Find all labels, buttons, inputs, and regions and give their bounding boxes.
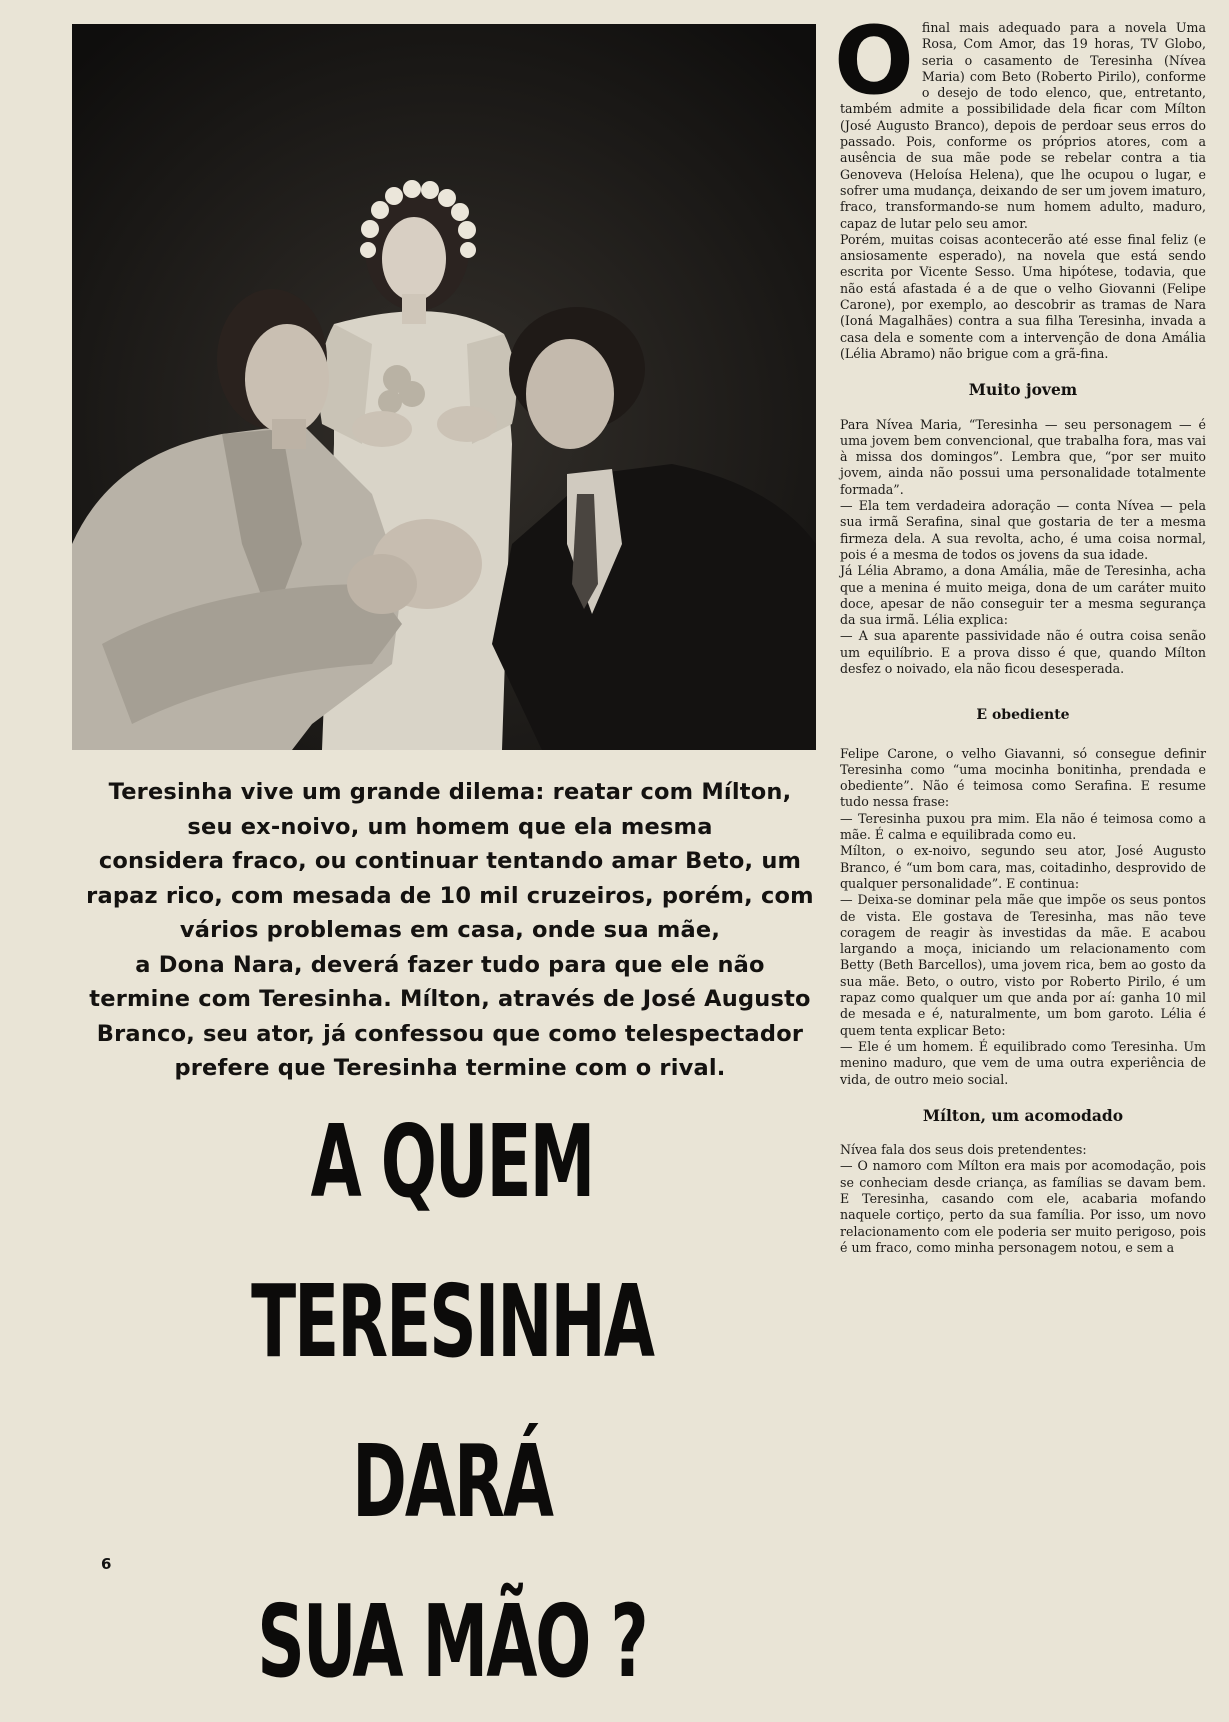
subhead-milton-acomodado: Mílton, um acomodado bbox=[922, 1105, 1124, 1125]
article-paragraph: — O namoro com Mílton era mais por acomodação, pois se conheciam desde criança, as famílias se davam bem. E Teresinha, casando com ele, acabaria mofando naquele cortiço, perto da sua família. Por isso, um novo relacionamento com ele poderia ser muito perigoso, pois é um fraco, como minha personagem notou, e sem a bbox=[840, 1158, 1206, 1255]
page-number: 6 bbox=[101, 1555, 112, 1573]
wedding-photo bbox=[72, 24, 816, 750]
article-paragraph: — Teresinha puxou pra mim. Ela não é teimosa como a mãe. É calma e equilibrada como eu. bbox=[840, 810, 1206, 843]
article-paragraph: — A sua aparente passividade não é outra coisa senão um equilíbrio. E a prova disso é que, quando Mílton desfez o noivado, ela não ficou desesperada. bbox=[840, 628, 1206, 676]
article-paragraph: Porém, muitas coisas acontecerão até esse final feliz (e ansiosamente esperado), na novela que está sendo escrita por Vicente Sesso. Uma hipótese, todavia, que não está afastada é a de que o velho Giovanni (Felipe Carone), por exemplo, ao descobrir as tramas de Nara (Ioná Magalhães) contra a sua filha Teresinha, invada a casa dela e somente com a intervenção de dona Amália (Lélia Abramo) não brigue com a grã-fina. bbox=[840, 231, 1206, 361]
headline: A QUEM TERESINHA DARÁ SUA MÃO ? bbox=[251, 1103, 653, 1700]
article-paragraph: Mílton, o ex-noivo, segundo seu ator, José Augusto Branco, é “um bom cara, mas, coitadinho, desprovido de qualquer personalidade”. E continua: bbox=[840, 843, 1206, 891]
subhead-e-obediente: E obediente bbox=[976, 707, 1070, 724]
article-paragraph: Para Nívea Maria, “Teresinha — seu personagem — é uma jovem bem convencional, que trabalha fora, mas vai à missa dos domingos”. Lembra que, “por ser muito jovem, ainda não possui uma personalidade totalmente formada”. bbox=[840, 416, 1206, 497]
article-column bbox=[834, 7, 1206, 1256]
article-lead bbox=[834, 7, 1206, 232]
subhead-muito-jovem: Muito jovem bbox=[968, 380, 1078, 400]
wedding-photo-image bbox=[72, 24, 816, 750]
drop-cap: O bbox=[834, 7, 914, 116]
photo-caption: Teresinha vive um grande dilema: reatar com Mílton, seu ex-noivo, um homem que ela mesma considera fraco, ou continuar tentando amar Beto, um rapaz rico, com mesada de 10 mil cruzeiros, porém, com vários problemas em casa, onde sua mãe, a Dona Nara, deverá fazer tudo para que ele não termine com Teresinha. Mílton, através de José Augusto Branco, seu ator, já confessou que como telespectador prefere que Teresinha termine com o rival. bbox=[86, 779, 814, 1081]
article-paragraph: — Ele é um homem. É equilibrado como Teresinha. Um menino maduro, que vem de uma outra experiência de vida, de outro meio social. bbox=[840, 1038, 1206, 1087]
article-paragraph: Felipe Carone, o velho Giavanni, só consegue definir Teresinha como “uma mocinha bonitinha, prendada e obediente”. Não é teimosa como Serafina. E resume tudo nessa frase: bbox=[840, 745, 1206, 810]
article-paragraph: Já Lélia Abramo, a dona Amália, mãe de Teresinha, acha que a menina é muito meiga, dona de um caráter muito doce, apesar de não conseguir ter a mesma segurança da sua irmã. Lélia explica: bbox=[840, 563, 1206, 628]
article-paragraph: — Deixa-se dominar pela mãe que impõe os seus pontos de vista. Ele gostava de Teresinha, mas não teve coragem de reagir às investidas da mãe. E acabou largando a moça, iniciando um relacionamento com Betty (Beth Barcellos), uma jovem rica, bem ao gosto da sua mãe. Beto, o outro, visto por Roberto Pirilo, é um rapaz como qualquer um que anda por aí: ganha 10 mil de mesada e é, naturalmente, um bom garoto. Lélia é quem tenta explicar Beto: bbox=[840, 892, 1206, 1038]
article-paragraph: Nívea fala dos seus dois pretendentes: bbox=[840, 1142, 1087, 1158]
article-paragraph: — Ela tem verdadeira adoração — conta Nívea — pela sua irmã Serafina, sinal que gostaria de ter a mesma firmeza dela. A sua revolta, acho, é uma coisa normal, pois é a mesma de todos os jovens da sua idade. bbox=[840, 498, 1206, 562]
lead-text: final mais adequado para a novela Uma Rosa, Com Amor, das 19 horas, TV Globo, seria o casamento de Teresinha (Nívea Maria) com Beto (Roberto Pirilo), conforme o desejo de todo elenco, que, entretanto, também admite a possibilidade dela ficar com Mílton (José Augusto Branco), depois de perdoar seus erros do passado. Pois, conforme os próprios atores, com a ausência de sua mãe pode se rebelar contra a tia Genoveva (Heloísa Helena), que lhe ocupou o lugar, e sofrer uma mudança, deixando de ser um jovem imaturo, fraco, transformando-se num homem adulto, maduro, capaz de lutar pelo seu amor. bbox=[840, 20, 1206, 231]
